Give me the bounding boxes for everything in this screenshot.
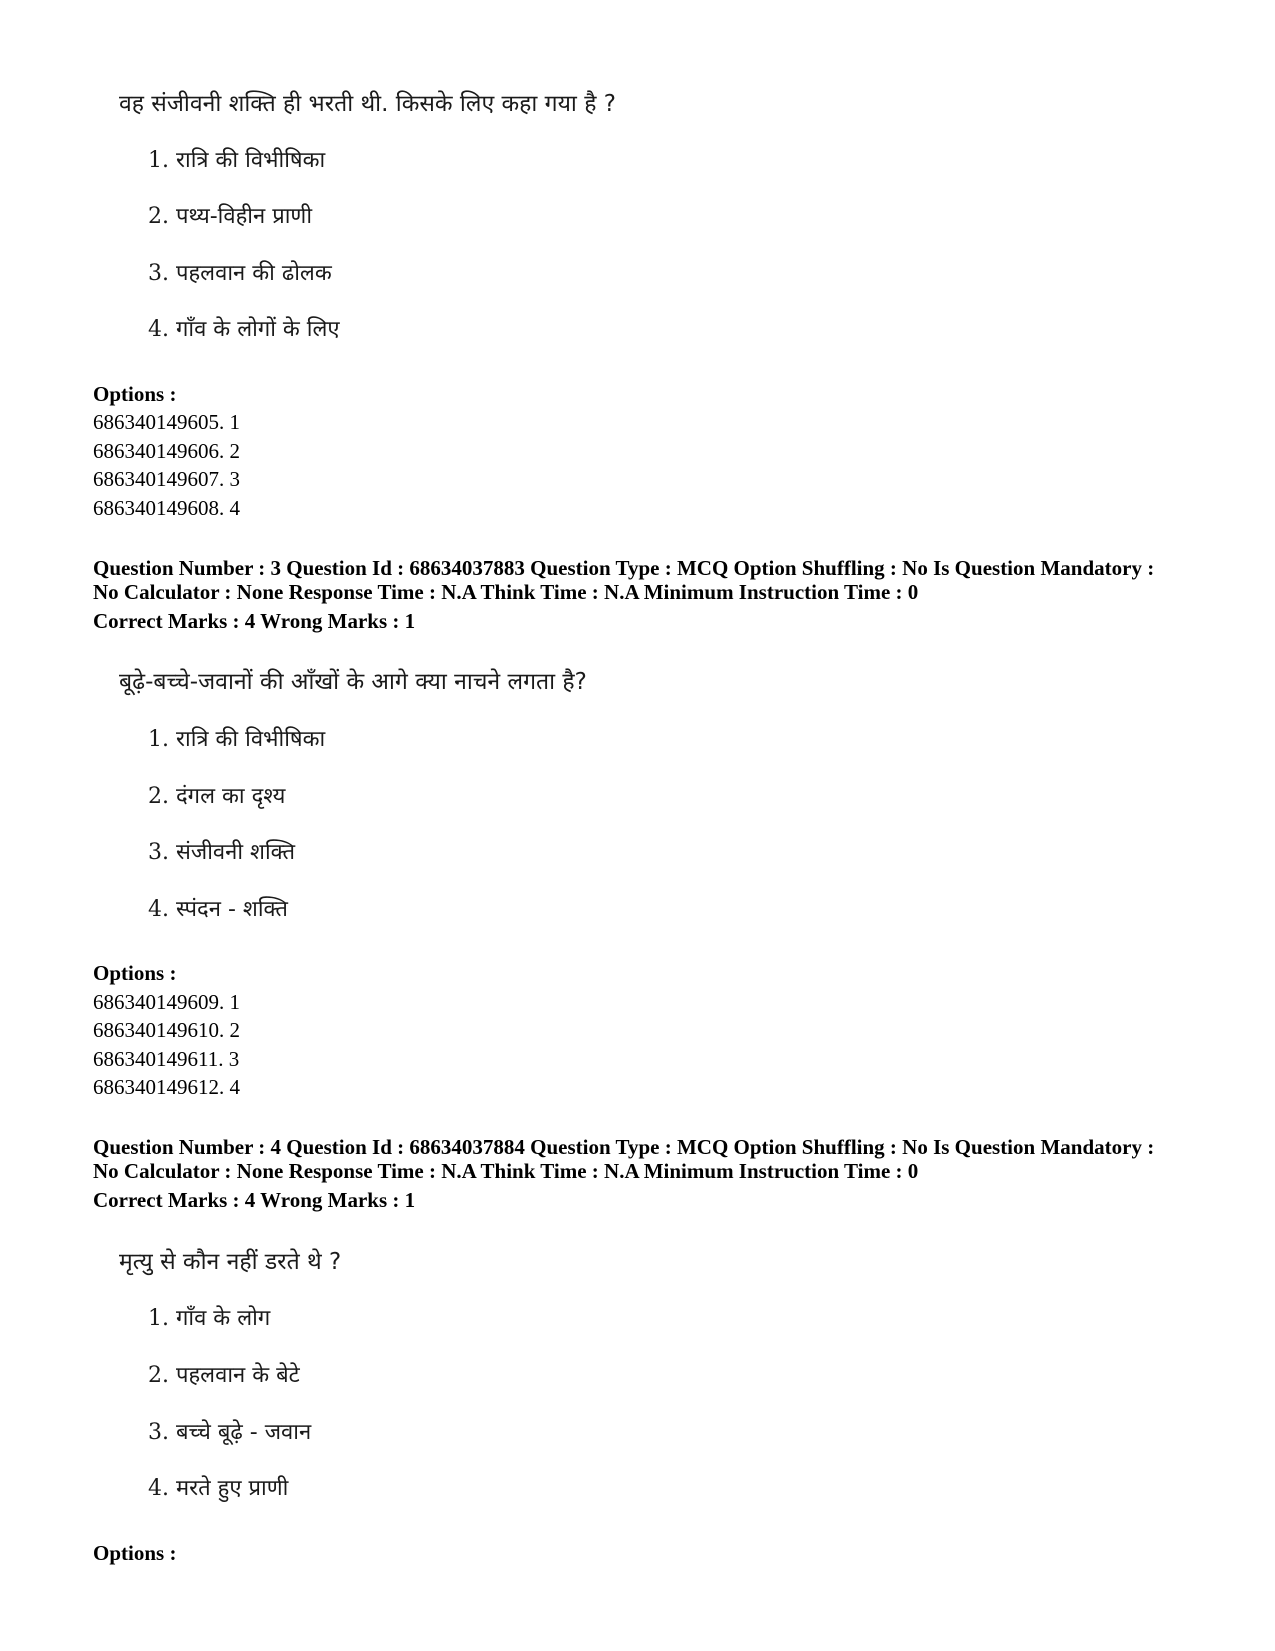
question-meta-line: Question Number : 3 Question Id : 68634037883 Question Type : MCQ Option Shuffling : No Is Question Mandatory : (93, 556, 1155, 580)
choice-item: 2. दंगल का दृश्य (148, 784, 286, 809)
option-id: 686340149611. 3 (93, 1047, 240, 1071)
marks-line: Correct Marks : 4 Wrong Marks : 1 (93, 609, 416, 633)
marks-line: Correct Marks : 4 Wrong Marks : 1 (93, 1188, 416, 1212)
choice-item: 4. मरते हुए प्राणी (148, 1476, 289, 1501)
question-text: वह संजीवनी शक्ति ही भरती थी. किसके लिए कहा गया है ? (119, 91, 616, 117)
option-id: 686340149605. 1 (93, 410, 240, 434)
choice-item: 3. बच्चे बूढ़े - जवान (148, 1420, 312, 1445)
choice-item: 4. गाँव के लोगों के लिए (148, 317, 340, 342)
question-text: मृत्यु से कौन नहीं डरते थे ? (119, 1249, 342, 1275)
option-id: 686340149607. 3 (93, 467, 240, 491)
choice-item: 2. पथ्य-विहीन प्राणी (148, 204, 313, 229)
choice-item: 4. स्पंदन - शक्ति (148, 897, 288, 922)
choice-item: 1. रात्रि की विभीषिका (148, 727, 326, 752)
question-meta-line: Question Number : 4 Question Id : 68634037884 Question Type : MCQ Option Shuffling : No Is Question Mandatory : (93, 1135, 1155, 1159)
option-id: 686340149610. 2 (93, 1018, 240, 1042)
question-meta (93, 556, 1233, 604)
question-text: बूढ़े-बच्चे-जवानों की आँखों के आगे क्या नाचने लगता है? (119, 669, 587, 695)
options-label: Options : (93, 382, 177, 406)
choice-item: 3. संजीवनी शक्ति (148, 840, 296, 865)
option-id: 686340149612. 4 (93, 1075, 240, 1099)
options-label: Options : (93, 1541, 177, 1565)
options-label: Options : (93, 961, 177, 985)
question-meta-line: No Calculator : None Response Time : N.A Think Time : N.A Minimum Instruction Time : 0 (93, 580, 919, 604)
option-id: 686340149609. 1 (93, 990, 240, 1014)
choice-item: 1. रात्रि की विभीषिका (148, 148, 326, 173)
choice-item: 2. पहलवान के बेटे (148, 1363, 300, 1388)
question-meta-line: No Calculator : None Response Time : N.A Think Time : N.A Minimum Instruction Time : 0 (93, 1159, 919, 1183)
choice-item: 3. पहलवान की ढोलक (148, 261, 332, 286)
option-id: 686340149608. 4 (93, 496, 240, 520)
option-id: 686340149606. 2 (93, 439, 240, 463)
question-meta (93, 1135, 1233, 1183)
choice-item: 1. गाँव के लोग (148, 1306, 271, 1331)
